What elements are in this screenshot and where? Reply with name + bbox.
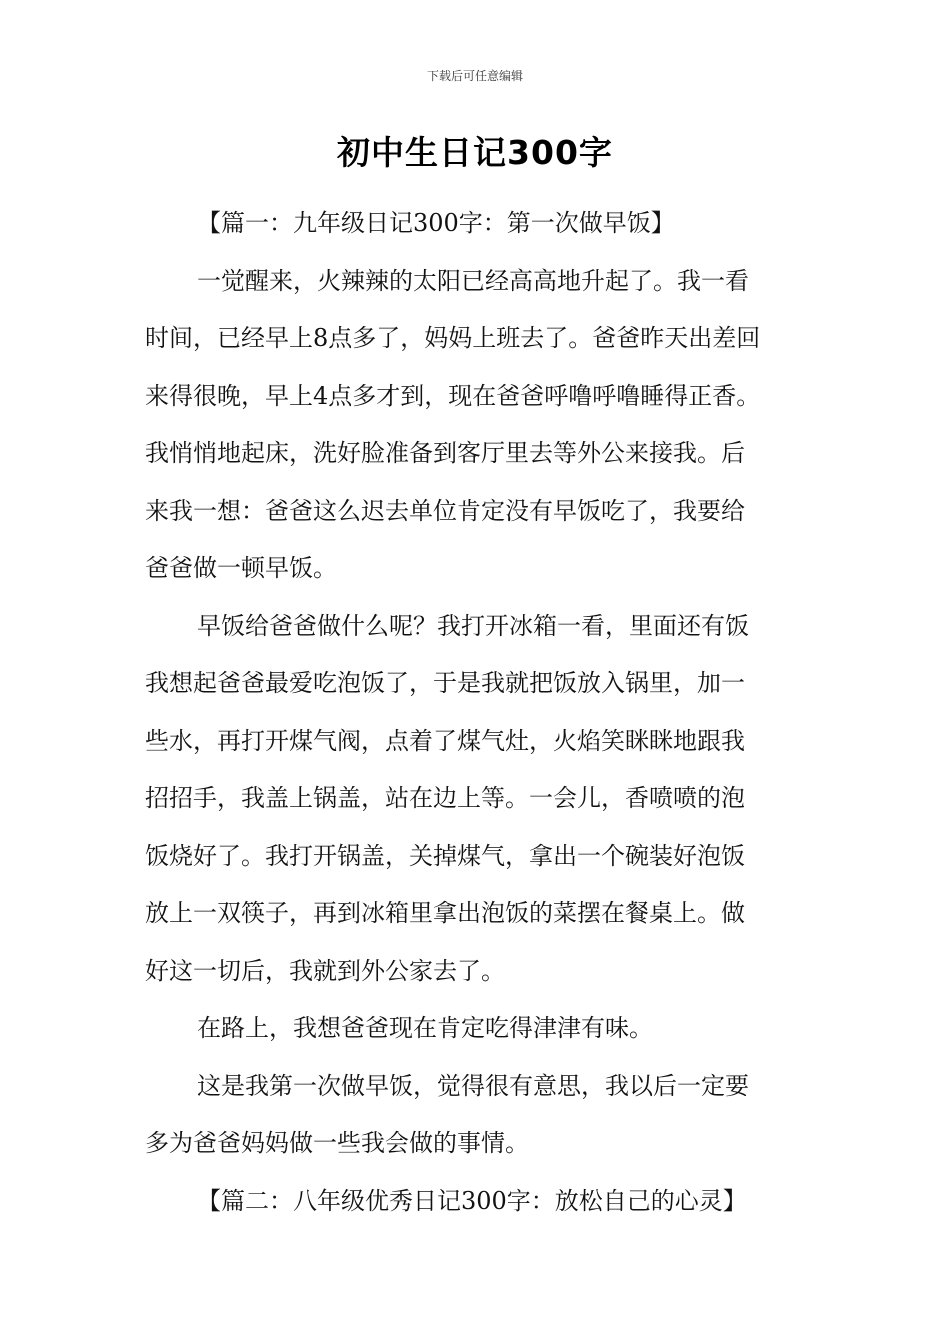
text-line: 些水，再打开煤气阀，点着了煤气灶，火焰笑眯眯地跟我 bbox=[145, 726, 745, 755]
text-line: 多为爸爸妈妈做一些我会做的事情。 bbox=[145, 1129, 529, 1157]
text-line: 饭烧好了。我打开锅盖，关掉煤气，拿出一个碗装好泡饭 bbox=[145, 841, 745, 870]
article-body bbox=[145, 195, 810, 1230]
text-line: 爸爸做一顿早饭。 bbox=[145, 554, 337, 582]
text-line: 时间，已经早上8点多了，妈妈上班去了。爸爸昨天出差回 bbox=[145, 324, 761, 352]
text-line: 这是我第一次做早饭，觉得很有意思，我以后一定要 bbox=[197, 1071, 749, 1100]
text-line: 早饭给爸爸做什么呢？我打开冰箱一看，里面还有饭 bbox=[197, 611, 749, 640]
text-line: 好这一切后，我就到外公家去了。 bbox=[145, 956, 505, 985]
section-heading-2: 【篇二：八年级优秀日记300字：放松自己的心灵】 bbox=[197, 1186, 747, 1215]
text-line: 我悄悄地起床，洗好脸准备到客厅里去等外公来接我。后 bbox=[145, 439, 745, 467]
text-line: 在路上，我想爸爸现在肯定吃得津津有味。 bbox=[197, 1014, 653, 1042]
section-heading-1: 【篇一：九年级日记300字：第一次做早饭】 bbox=[197, 209, 675, 237]
header-note: 下载后可任意编辑 bbox=[426, 69, 523, 83]
text-line: 放上一双筷子，再到冰箱里拿出泡饭的菜摆在餐桌上。做 bbox=[145, 899, 745, 927]
text-line: 来得很晚，早上4点多才到，现在爸爸呼噜呼噜睡得正香。 bbox=[145, 381, 761, 410]
text-line: 来我一想：爸爸这么迟去单位肯定没有早饭吃了，我要给 bbox=[145, 496, 745, 525]
text-line: 一觉醒来，火辣辣的太阳已经高高地升起了。我一看 bbox=[197, 266, 749, 295]
page-title: 初中生日记300字 bbox=[337, 133, 613, 172]
text-line: 我想起爸爸最爱吃泡饭了，于是我就把饭放入锅里，加一 bbox=[145, 669, 745, 697]
text-line: 招招手，我盖上锅盖，站在边上等。一会儿，香喷喷的泡 bbox=[145, 784, 745, 812]
